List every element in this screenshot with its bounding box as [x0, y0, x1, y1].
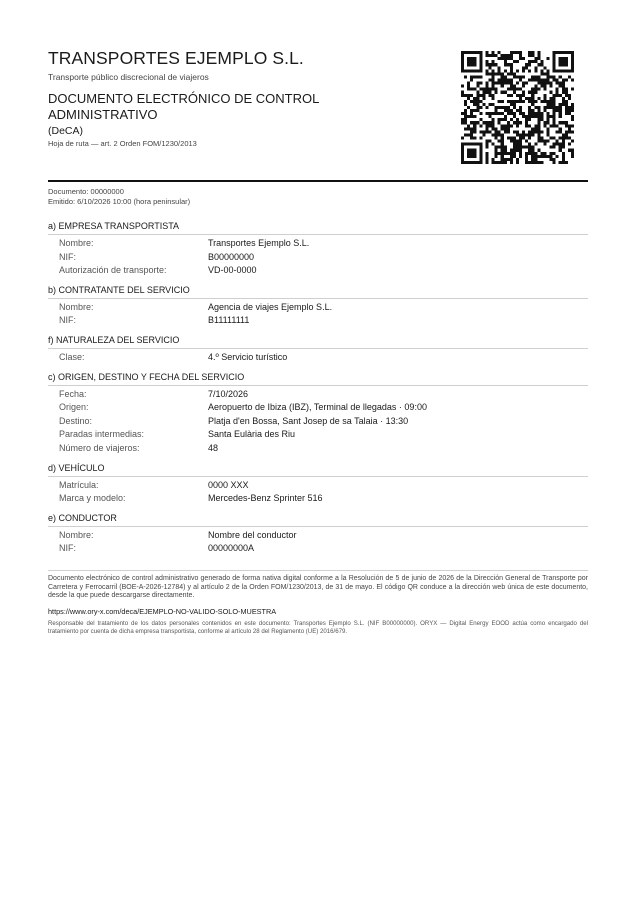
- field-value: B00000000: [208, 251, 255, 262]
- section-rows: [48, 349, 588, 365]
- field-label: Nombre:: [59, 301, 94, 312]
- field-label: Matrícula:: [59, 479, 99, 490]
- document-abbreviation: (DeCA): [48, 125, 84, 137]
- field-label: Nombre:: [59, 529, 94, 540]
- document-number: Documento: 00000000: [48, 187, 124, 196]
- section-heading: e) CONDUCTOR: [48, 512, 588, 527]
- field-value: 4.º Servicio turístico: [208, 351, 288, 362]
- field-label: Destino:: [59, 415, 93, 426]
- field-label: Marca y modelo:: [59, 493, 126, 504]
- field-row: [48, 542, 588, 556]
- field-value: VD-00-0000: [208, 265, 257, 276]
- field-label: Clase:: [59, 351, 85, 362]
- field-value: Agencia de viajes Ejemplo S.L.: [208, 301, 333, 312]
- field-value: 0000 XXX: [208, 479, 249, 490]
- field-label: NIF:: [59, 543, 76, 554]
- section-heading: a) EMPRESA TRANSPORTISTA: [48, 220, 588, 235]
- field-row: [48, 314, 588, 328]
- section-rows: [48, 299, 588, 328]
- field-label: Número de viajeros:: [59, 442, 140, 453]
- field-value: Transportes Ejemplo S.L.: [208, 238, 310, 248]
- document-url-link[interactable]: https://www.ory-x.com/deca/EJEMPLO-NO-VALIDO-SOLO-MUESTRA: [48, 607, 277, 616]
- section-heading: d) VEHÍCULO: [48, 462, 588, 477]
- document-meta: [48, 187, 190, 206]
- field-value: Platja d'en Bossa, Sant Josep de sa Talaia · 13:30: [208, 415, 409, 426]
- field-label: Origen:: [59, 402, 89, 413]
- field-row: [48, 479, 588, 493]
- document-title: DOCUMENTO ELECTRÓNICO DE CONTROL ADMINISTRATIVO: [48, 91, 319, 122]
- footer-divider: [48, 570, 588, 571]
- field-value: Mercedes-Benz Sprinter 516: [208, 493, 323, 504]
- field-label: Nombre:: [59, 238, 94, 248]
- field-label: NIF:: [59, 315, 76, 326]
- field-value: 48: [208, 442, 219, 453]
- field-value: Aeropuerto de Ibiza (IBZ), Terminal de llegadas · 09:00: [208, 402, 427, 413]
- header-divider: [48, 180, 588, 182]
- field-value: 7/10/2026: [208, 388, 249, 399]
- qr-code-icon[interactable]: [461, 51, 574, 164]
- field-value: Santa Eulària des Riu: [208, 429, 296, 440]
- field-row: [48, 442, 588, 456]
- company-name: TRANSPORTES EJEMPLO S.L.: [48, 48, 304, 68]
- field-row: [48, 351, 588, 365]
- field-row: [48, 529, 588, 543]
- section-heading: f) NATURALEZA DEL SERVICIO: [48, 334, 588, 349]
- section-rows: [48, 235, 588, 278]
- section-rows: [48, 386, 588, 456]
- field-row: [48, 264, 588, 278]
- section-rows: [48, 477, 588, 506]
- section-heading: c) ORIGEN, DESTINO Y FECHA DEL SERVICIO: [48, 371, 588, 386]
- field-row: [48, 237, 588, 251]
- field-label: Autorización de transporte:: [59, 265, 167, 276]
- field-value: Nombre del conductor: [208, 529, 297, 540]
- field-value: B11111111: [208, 315, 250, 326]
- field-row: [48, 301, 588, 315]
- company-subtitle: Transporte público discrecional de viajeros: [48, 72, 209, 82]
- field-label: NIF:: [59, 251, 76, 262]
- legal-reference: Hoja de ruta — art. 2 Orden FOM/1230/2013: [48, 139, 197, 148]
- field-row: [48, 401, 588, 415]
- footer-statement: Documento electrónico de control administrativo generado de forma nativa digital conforme a la Resolución de 5 de junio de 2026 de la Dirección General de Transporte por Carretera y Ferrocarril (BOE-A-2026-12784) y al artículo 2 de la Orden FOM/1230/2013, de 31 de mayo. El código QR conduce a la dirección web única de este documento, desde la que puede descargarse directamente.: [48, 575, 588, 600]
- field-row: [48, 492, 588, 506]
- privacy-notice: Responsable del tratamiento de los datos personales contenidos en este documento: Transportes Ejemplo S.L. (NIF B00000000). ORYX — Digital Energy EOOD actúa como encargado del tratamiento por cuenta de dicha empresa transportista, conforme al artículo 28 del Reglamento (UE) 2016/679.: [48, 620, 588, 635]
- section-rows: [48, 527, 588, 556]
- field-label: Paradas intermedias:: [59, 429, 145, 440]
- section-heading: b) CONTRATANTE DEL SERVICIO: [48, 284, 588, 299]
- field-row: [48, 428, 588, 442]
- document-sections: [48, 220, 588, 556]
- document-issued: Emitido: 6/10/2026 10:00 (hora peninsular): [48, 196, 191, 206]
- field-value: 00000000A: [208, 543, 255, 554]
- field-row: [48, 251, 588, 265]
- field-row: [48, 388, 588, 402]
- field-row: [48, 415, 588, 429]
- field-label: Fecha:: [59, 388, 87, 399]
